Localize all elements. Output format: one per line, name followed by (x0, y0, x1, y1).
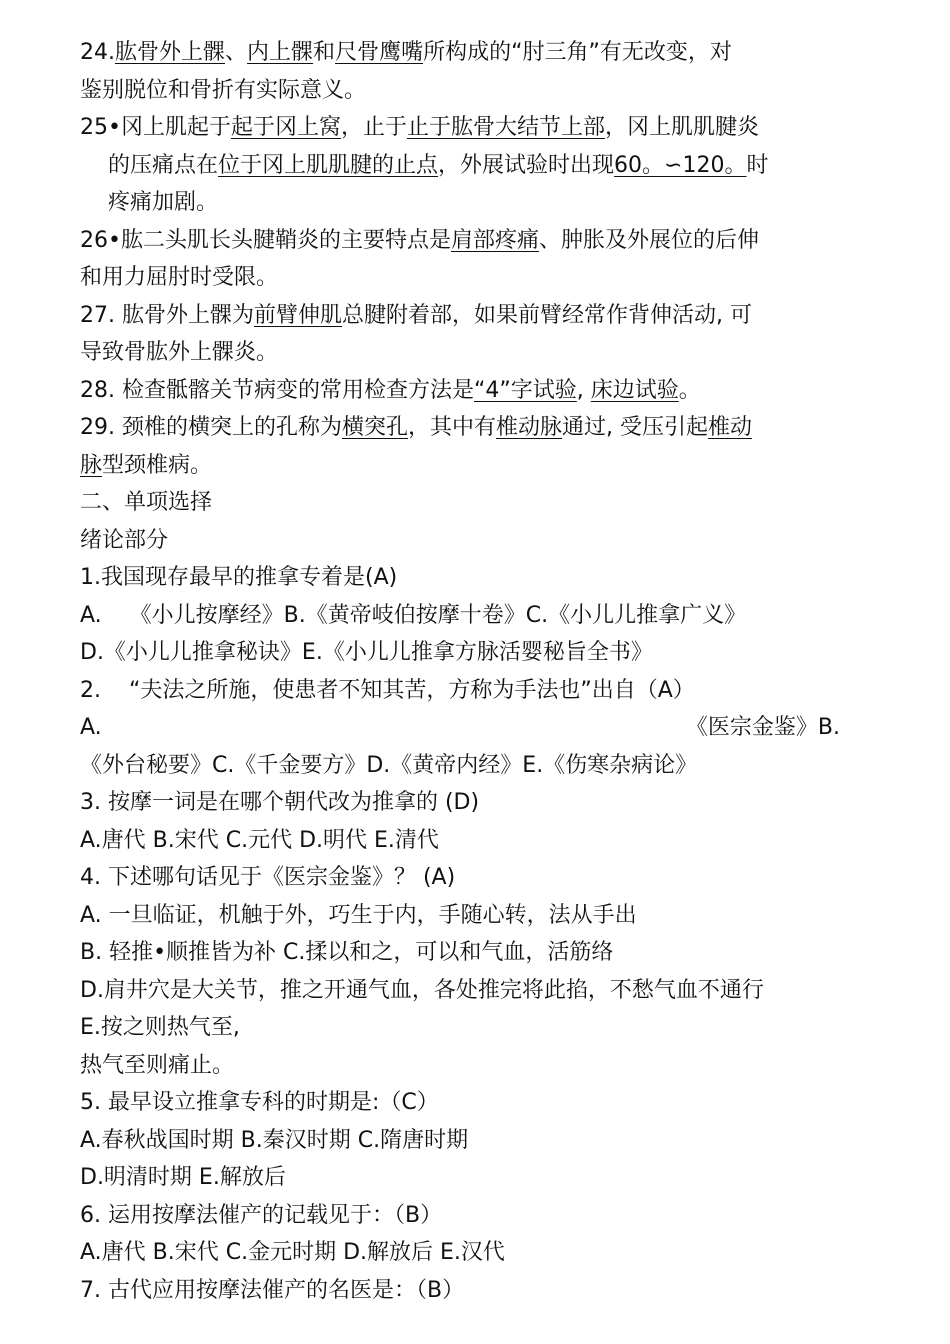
q28-text: 。 (678, 377, 701, 403)
q27-text: 27. 肱骨外上髁为 (80, 302, 254, 328)
mcq-2-stem: 2. “夫法之所施，使患者不知其苦，方称为手法也”出自（A） (80, 677, 695, 703)
q25-answer-1: 起于冈上窝 (230, 115, 341, 140)
q29-text: 通过, 受压引起 (562, 415, 709, 440)
subsection-title: 绪论部分 (80, 527, 169, 553)
mcq-1-stem: 1.我国现存最早的推拿专着是(A) (80, 565, 398, 590)
q29-answer-2: 椎动脉 (496, 415, 563, 440)
mcq-4-option-e: E.按之则热气至, (80, 1015, 240, 1040)
q25-answer-4: 60。∽120。 (614, 152, 747, 178)
q29-line-1 (80, 409, 870, 447)
q24-text: 、 (225, 40, 248, 65)
mcq-4-option-e-cont: 热气至则痛止。 (80, 1052, 235, 1078)
q25-line-3: 疼痛加剧。 (108, 190, 219, 215)
section-title: 二、单项选择 (80, 490, 213, 515)
q29-text: ，其中有 (408, 415, 497, 440)
q25-text: 时 (746, 152, 769, 178)
q26-line-2: 和用力屈肘时受限。 (80, 265, 279, 290)
q29-line-2 (80, 447, 870, 485)
mcq-5-options-line-1: A.春秋战国时期 B.秦汉时期 C.隋唐时期 (80, 1127, 469, 1153)
q24-line-2: 鉴别脱位和骨折有实际意义。 (80, 77, 367, 103)
q25-text: ，外展试验时出现 (438, 152, 615, 178)
q27-line-2: 导致骨肱外上髁炎。 (80, 340, 279, 365)
mcq-3-stem: 3. 按摩一词是在哪个朝代改为推拿的 (D) (80, 790, 480, 815)
mcq-7-stem: 7. 古代应用按摩法催产的名医是：（B） (80, 1277, 465, 1303)
q25-text: 25•冈上肌起于 (80, 115, 231, 140)
q24-number: 24. (80, 40, 115, 65)
q26-text: 26•肱二头肌长头腱鞘炎的主要特点是 (80, 227, 451, 253)
q28-text: 28. 检查骶髂关节病变的常用检查方法是 (80, 377, 474, 403)
q28-line (80, 372, 870, 410)
mcq-1-options-line-2: D.《小儿儿推拿秘诀》E.《小儿儿推拿方脉活婴秘旨全书》 (80, 640, 653, 665)
q25-answer-2: 止于肱骨大结节上部 (407, 115, 606, 140)
mcq-5-stem: 5. 最早设立推拿专科的时期是:（C） (80, 1090, 439, 1115)
mcq-2-options-line-2: 《外台秘要》C.《千金要方》D.《黄帝内经》E.《伤寒杂病论》 (80, 752, 698, 778)
q27-line-1 (80, 297, 870, 335)
mcq-4-option-a: A. 一旦临证，机触于外，巧生于内，手随心转，法从手出 (80, 902, 637, 928)
q25-answer-3: 位于冈上肌肌腱的止点 (218, 152, 439, 178)
mcq-6-options: A.唐代 B.宋代 C.金元时期 D.解放后 E.汉代 (80, 1240, 505, 1265)
mcq-2-option-a-label: A. (80, 715, 102, 740)
mcq-4-option-d: D.肩井穴是大关节，推之开通气血，各处推完将此掐，不愁气血不通行 (80, 977, 764, 1003)
mcq-4-option-b-c: B. 轻推•顺推皆为补 C.揉以和之，可以和气血，活筋络 (80, 940, 614, 965)
q26-text: 、肿胀及外展位的后伸 (539, 227, 760, 253)
q24-text: 所构成的“肘三角”有无改变，对 (423, 40, 732, 65)
q24-text: 和 (313, 40, 336, 65)
mcq-6-stem: 6. 运用按摩法催产的记载见于：（B） (80, 1202, 443, 1228)
q24-line-1 (80, 34, 870, 72)
q25-text: 的压痛点在 (108, 152, 219, 178)
q29-answer-3: 椎动 (708, 415, 753, 440)
q29-answer-3-cont: 脉 (80, 452, 103, 478)
mcq-2-option-a-text: 《医宗金鉴》B. (685, 715, 840, 740)
q29-answer-1: 横突孔 (341, 415, 408, 440)
q24-answer-1: 肱骨外上髁 (115, 40, 226, 65)
q25-line-2 (80, 147, 870, 185)
q27-text: 总腱附着部，如果前臂经常作背伸活动, 可 (342, 302, 752, 328)
mcq-3-options: A.唐代 B.宋代 C.元代 D.明代 E.清代 (80, 827, 439, 853)
q24-answer-3: 尺骨鹰嘴 (335, 40, 424, 65)
q25-text: ，止于 (341, 115, 408, 140)
q28-answer-1: “4”字试验 (473, 377, 577, 403)
q29-text: 29. 颈椎的横突上的孔称为 (80, 415, 342, 440)
q25-line-1 (80, 109, 870, 147)
mcq-1-options-line-1: A. 《小儿按摩经》B.《黄帝岐伯按摩十卷》C.《小儿儿推拿广义》 (80, 602, 747, 628)
q29-text: 型颈椎病。 (102, 452, 213, 478)
q27-answer-1: 前臂伸肌 (253, 302, 342, 328)
mcq-5-options-line-2: D.明清时期 E.解放后 (80, 1165, 286, 1190)
q24-answer-2: 内上髁 (247, 40, 314, 65)
q28-text: , (576, 377, 591, 403)
q26-answer-1: 肩部疼痛 (450, 227, 539, 253)
mcq-4-stem: 4. 下述哪句话见于《医宗金鉴》？ (A) (80, 865, 456, 890)
q25-text: ，冈上肌肌腱炎 (605, 115, 760, 140)
mcq-2-options-line-1 (80, 709, 870, 747)
q28-answer-2: 床边试验 (590, 377, 679, 403)
document-page (80, 34, 870, 1309)
q26-line-1 (80, 222, 870, 260)
